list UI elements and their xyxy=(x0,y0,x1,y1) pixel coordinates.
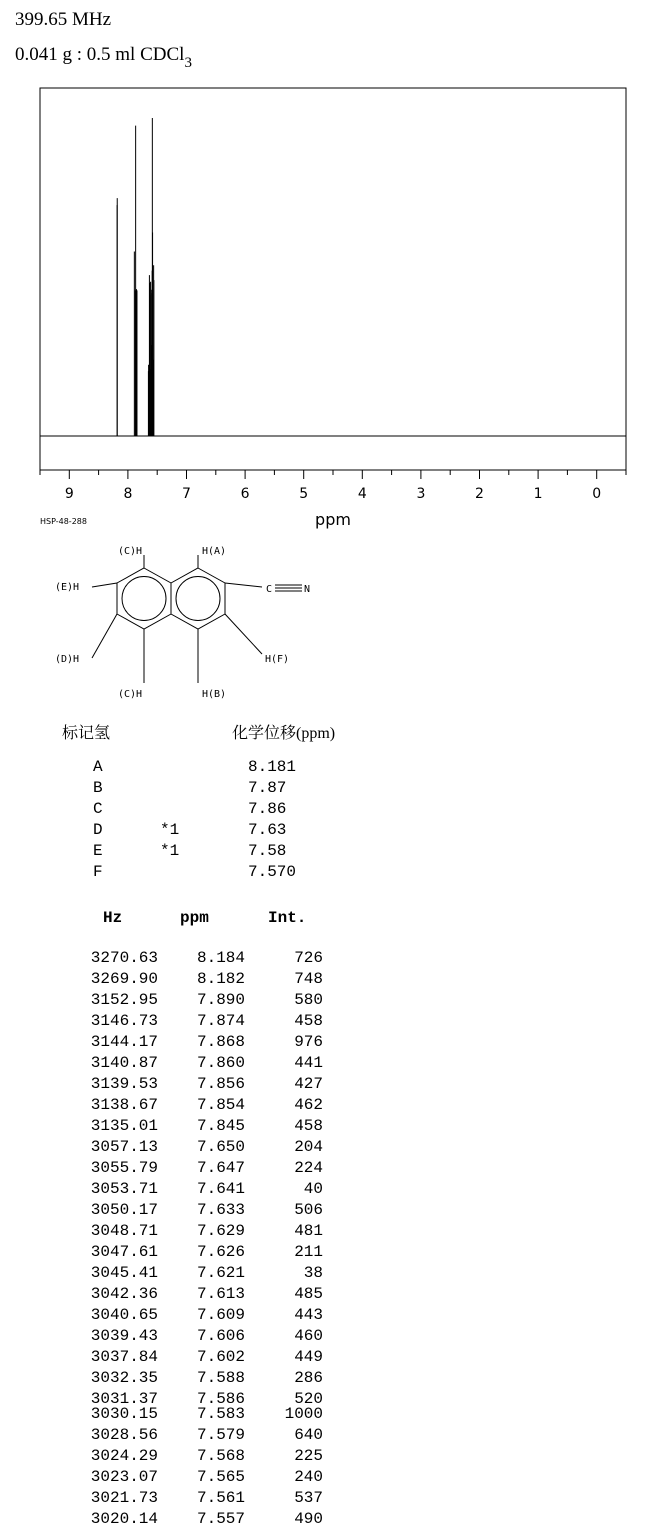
peak-intensity: 286 xyxy=(294,1369,323,1387)
peak-hz: 3040.65 xyxy=(90,1306,158,1324)
peak-ppm: 7.626 xyxy=(196,1243,245,1261)
peak-intensity: 580 xyxy=(294,991,323,1009)
label-c-bottom: (C)H xyxy=(118,689,143,700)
peak-ppm: 8.182 xyxy=(196,970,245,988)
peak-ppm: 7.579 xyxy=(196,1426,245,1444)
x-tick-label: 8 xyxy=(123,486,133,502)
peak-hz: 3146.73 xyxy=(90,1012,158,1030)
peak-ppm: 7.629 xyxy=(196,1222,245,1240)
peak-intensity: 458 xyxy=(294,1117,323,1135)
peak-intensity: 204 xyxy=(294,1138,323,1156)
peak-intensity: 485 xyxy=(294,1285,323,1303)
peak-ppm: 7.586 xyxy=(196,1390,245,1408)
peak-ppm: 7.868 xyxy=(196,1033,245,1051)
assignment-note: *1 xyxy=(160,842,180,860)
molecule-structure xyxy=(40,535,340,705)
assignment-shift: 8.181 xyxy=(248,758,297,776)
assignment-shift: 7.58 xyxy=(248,842,287,860)
label-e-left: (E)H xyxy=(55,582,80,593)
assignment-label: E xyxy=(93,842,103,860)
label-nitrile-n: N xyxy=(304,584,311,595)
left-ring-aromatic-circle xyxy=(122,577,166,621)
bond-f xyxy=(225,614,262,654)
catalog-id: HSP-48-288 xyxy=(40,517,87,526)
peak-hz: 3032.35 xyxy=(90,1369,158,1387)
peak-intensity: 427 xyxy=(294,1075,323,1093)
peak-hz: 3050.17 xyxy=(90,1201,158,1219)
peak-hz: 3144.17 xyxy=(90,1033,158,1051)
peak-ppm: 7.602 xyxy=(196,1348,245,1366)
nmr-spectrum-chart xyxy=(0,0,664,540)
peak-intensity: 481 xyxy=(294,1222,323,1240)
x-axis-label: ppm xyxy=(315,510,351,529)
peak-intensity: 211 xyxy=(294,1243,323,1261)
peak-header-hz: Hz xyxy=(103,909,123,927)
assignment-shift: 7.570 xyxy=(248,863,297,881)
peak-hz: 3045.41 xyxy=(90,1264,158,1282)
assignment-label: F xyxy=(93,863,103,881)
peak-intensity: 490 xyxy=(294,1510,323,1528)
peak-intensity: 458 xyxy=(294,1012,323,1030)
peak-ppm: 8.184 xyxy=(196,949,245,967)
peak-ppm: 7.557 xyxy=(196,1510,245,1528)
peak-hz: 3030.15 xyxy=(90,1405,158,1423)
peak-intensity: 225 xyxy=(294,1447,323,1465)
peak-ppm: 7.633 xyxy=(196,1201,245,1219)
bond-e xyxy=(92,583,117,587)
peak-intensity: 224 xyxy=(294,1159,323,1177)
x-tick-label: 4 xyxy=(357,486,367,502)
peak-ppm: 7.854 xyxy=(196,1096,245,1114)
plot-frame xyxy=(40,88,626,470)
peak-hz: 3024.29 xyxy=(90,1447,158,1465)
bond-nitrile xyxy=(225,583,262,587)
x-tick-label: 6 xyxy=(240,486,250,502)
peak-hz: 3042.36 xyxy=(90,1285,158,1303)
label-b-bottom: H(B) xyxy=(202,689,227,700)
x-tick-label: 9 xyxy=(64,486,74,502)
peak-hz: 3057.13 xyxy=(90,1138,158,1156)
peak-intensity: 240 xyxy=(294,1468,323,1486)
assignment-header-shift: 化学位移(ppm) xyxy=(232,725,336,742)
peak-ppm: 7.650 xyxy=(196,1138,245,1156)
peak-header-ppm: ppm xyxy=(180,909,209,927)
peak-ppm: 7.641 xyxy=(196,1180,245,1198)
peak-ppm: 7.647 xyxy=(196,1159,245,1177)
peak-hz: 3055.79 xyxy=(90,1159,158,1177)
peak-hz: 3139.53 xyxy=(90,1075,158,1093)
peak-ppm: 7.613 xyxy=(196,1285,245,1303)
peak-intensity: 520 xyxy=(294,1390,323,1408)
peak-hz: 3269.90 xyxy=(90,970,158,988)
right-ring-aromatic-circle xyxy=(176,577,220,621)
peak-hz: 3021.73 xyxy=(90,1489,158,1507)
peak-intensity: 640 xyxy=(294,1426,323,1444)
x-tick-label: 2 xyxy=(475,486,484,502)
peak-hz: 3031.37 xyxy=(90,1390,158,1408)
peak-ppm: 7.606 xyxy=(196,1327,245,1345)
assignment-note: *1 xyxy=(160,821,180,839)
peak-intensity: 38 xyxy=(303,1264,323,1282)
assignment-shift: 7.86 xyxy=(248,800,287,818)
peak-hz: 3047.61 xyxy=(90,1243,158,1261)
x-tick-label: 3 xyxy=(416,486,426,502)
label-d-left: (D)H xyxy=(55,654,80,665)
peak-intensity: 441 xyxy=(294,1054,323,1072)
peak-intensity: 1000 xyxy=(284,1405,323,1423)
peak-hz: 3140.87 xyxy=(90,1054,158,1072)
peak-ppm: 7.621 xyxy=(196,1264,245,1282)
peak-hz: 3053.71 xyxy=(90,1180,158,1198)
peak-intensity: 748 xyxy=(294,970,323,988)
sample-prefix: 0.041 g : 0.5 ml CDCl xyxy=(15,44,185,65)
peak-hz: 3138.67 xyxy=(90,1096,158,1114)
label-a-top: H(A) xyxy=(202,546,227,557)
peak-ppm: 7.860 xyxy=(196,1054,245,1072)
assignment-label: D xyxy=(93,821,103,839)
assignment-shift: 7.87 xyxy=(248,779,287,797)
peak-ppm: 7.561 xyxy=(196,1489,245,1507)
sample-subscript: 3 xyxy=(184,55,192,71)
peak-intensity: 976 xyxy=(294,1033,323,1051)
peak-hz: 3152.95 xyxy=(90,991,158,1009)
label-f-right: H(F) xyxy=(265,654,290,665)
peak-ppm: 7.583 xyxy=(196,1405,245,1423)
peak-ppm: 7.845 xyxy=(196,1117,245,1135)
peak-hz: 3039.43 xyxy=(90,1327,158,1345)
label-c-top: (C)H xyxy=(118,546,143,557)
assignment-label: A xyxy=(93,758,103,776)
peak-intensity: 449 xyxy=(294,1348,323,1366)
x-tick-label: 7 xyxy=(182,486,191,502)
bond-d xyxy=(92,614,117,658)
assignment-shift: 7.63 xyxy=(248,821,287,839)
peak-intensity: 460 xyxy=(294,1327,323,1345)
peak-ppm: 7.890 xyxy=(196,991,245,1009)
peak-ppm: 7.568 xyxy=(196,1447,245,1465)
spectrometer-frequency: 399.65 MHz xyxy=(15,9,112,30)
peak-intensity: 726 xyxy=(294,949,323,967)
peak-hz: 3020.14 xyxy=(90,1510,158,1528)
peak-ppm: 7.856 xyxy=(196,1075,245,1093)
x-tick-label: 1 xyxy=(533,486,543,502)
assignment-header-label: 标记氢 xyxy=(62,725,111,742)
peak-hz: 3023.07 xyxy=(90,1468,158,1486)
peak-intensity: 537 xyxy=(294,1489,323,1507)
peak-hz: 3048.71 xyxy=(90,1222,158,1240)
peak-intensity: 443 xyxy=(294,1306,323,1324)
peak-ppm: 7.874 xyxy=(196,1012,245,1030)
assignment-label: C xyxy=(93,800,103,818)
peak-hz: 3028.56 xyxy=(90,1426,158,1444)
x-tick-label: 5 xyxy=(299,486,309,502)
label-nitrile-c: C xyxy=(266,584,273,595)
peak-ppm: 7.588 xyxy=(196,1369,245,1387)
peak-hz: 3135.01 xyxy=(90,1117,158,1135)
x-axis xyxy=(40,470,626,502)
peak-intensity: 506 xyxy=(294,1201,323,1219)
peak-header-int: Int. xyxy=(268,909,307,927)
x-tick-label: 0 xyxy=(592,486,602,502)
peak-hz: 3270.63 xyxy=(90,949,158,967)
assignment-label: B xyxy=(93,779,103,797)
right-ring xyxy=(171,568,225,629)
peak-hz: 3037.84 xyxy=(90,1348,158,1366)
peak-intensity: 40 xyxy=(303,1180,323,1198)
peaks-group xyxy=(117,118,154,436)
peak-intensity: 462 xyxy=(294,1096,323,1114)
peak-ppm: 7.565 xyxy=(196,1468,245,1486)
peak-ppm: 7.609 xyxy=(196,1306,245,1324)
left-ring xyxy=(117,568,171,629)
